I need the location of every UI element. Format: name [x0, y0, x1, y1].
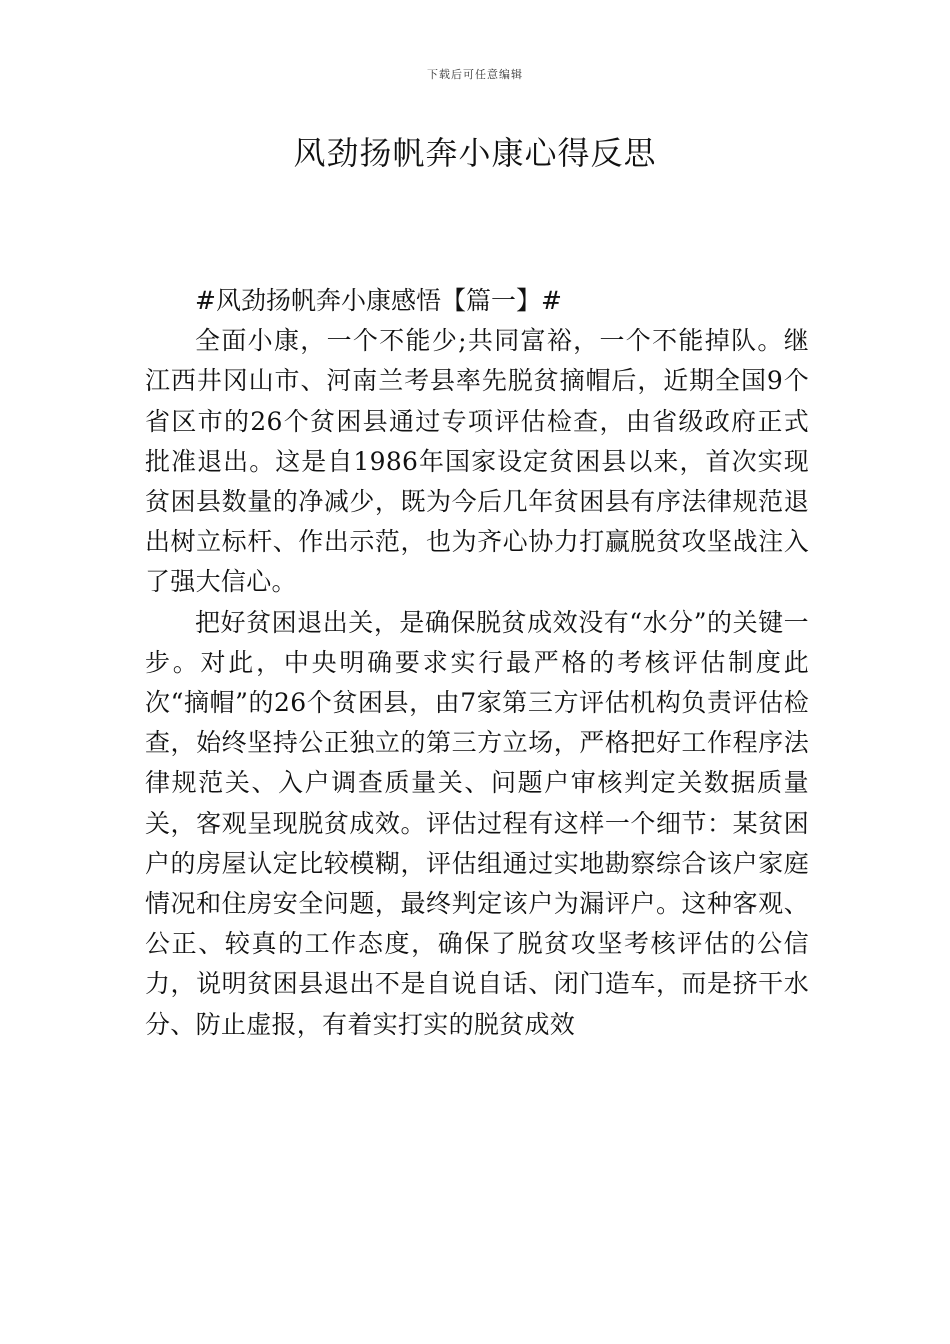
- paragraph-1: 全面小康，一个不能少;共同富裕，一个不能掉队。继江西井冈山市、河南兰考县率先脱贫摘帽后，近期全国9个省区市的26个贫困县通过专项评估检查，由省级政府正式批准退出。这是自1986年国家设定贫困县以来，首次实现贫困县数量的净减少，既为今后几年贫困县有序法律规范退出树立标杆、作出示范，也为齐心协力打赢脱贫攻坚战注入了强大信心。: [145, 326, 809, 597]
- header-note: 下载后可任意编辑: [427, 68, 523, 81]
- section-heading: #风劲扬帆奔小康感悟【篇一】#: [195, 286, 562, 315]
- document-body: [145, 281, 809, 1045]
- paragraph-2: 把好贫困退出关，是确保脱贫成效没有“水分”的关键一步。对此，中央明确要求实行最严格的考核评估制度此次“摘帽”的26个贫困县，由7家第三方评估机构负责评估检查，始终坚持公正独立的第三方立场，严格把好工作程序法律规范关、入户调查质量关、问题户审核判定关数据质量关，客观呈现脱贫成效。评估过程有这样一个细节：某贫困户的房屋认定比较模糊，评估组通过实地勘察综合该户家庭情况和住房安全问题，最终判定该户为漏评户。这种客观、公正、较真的工作态度，确保了脱贫攻坚考核评估的公信力，说明贫困县退出不是自说自话、闭门造车，而是挤干水分、防止虚报，有着实打实的脱贫成效: [145, 607, 809, 1039]
- document-title: 风劲扬帆奔小康心得反思: [293, 134, 657, 172]
